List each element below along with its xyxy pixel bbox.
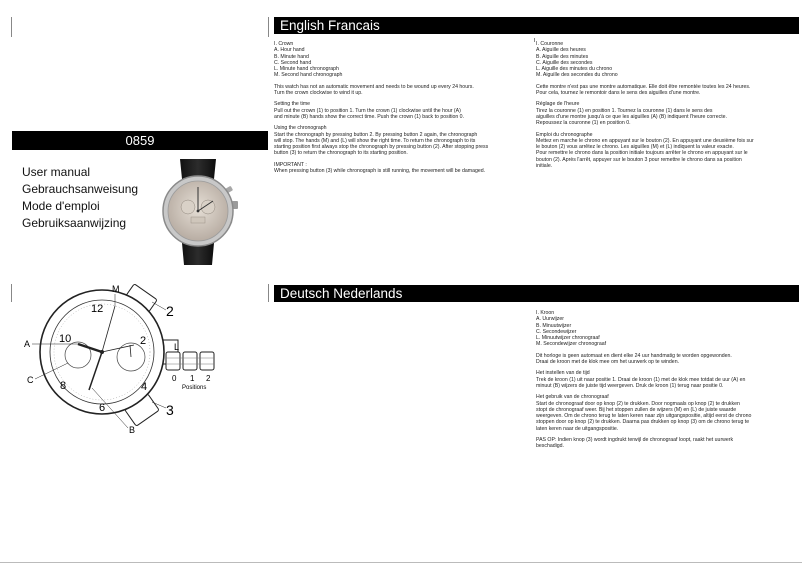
text-line: will stop. The hands (M) and (L) will show the right time. To return the chronograph to its: [274, 137, 476, 144]
crop-mark: [268, 17, 269, 37]
text-line: IMPORTANT :: [274, 161, 307, 168]
nederlands-setting-time: [536, 370, 796, 389]
section-title-bottom: Deutsch Nederlands: [274, 285, 799, 302]
manual-title: Gebruiksaanwijzing: [22, 216, 127, 230]
text-line: PAS OP: Indien knop (3) wordt ingdrukt terwijl de chronograaf loopt, raakt het uurwerk: [536, 437, 734, 444]
text-line: Het gebruik van de chronograaf: [536, 394, 609, 401]
english-setting-time: [274, 101, 529, 120]
dial-numeral-2: 2: [140, 335, 147, 347]
text-line: Using the chronograph: [274, 125, 327, 132]
english-column: [274, 41, 529, 179]
text-line: bouton (2). Après l'arrêt, appuyer sur le bouton 3 pour remettre le chrono dans sa position: [536, 156, 742, 163]
text-line: B. Aiguille des minutes: [536, 53, 589, 60]
crop-mark: [11, 17, 12, 37]
crop-mark: [11, 284, 12, 302]
text-line: C. Aiguille des secondes: [536, 59, 593, 66]
text-line: This watch has not an automatic movement and needs to be wound up every 24 hours.: [274, 83, 474, 90]
text-line: L. Aiguille des minutes du chrono: [536, 66, 613, 73]
text-line: Pull out the crown (1) to position 1. Turn the crown (1) clockwise until the hour (A): [274, 107, 461, 114]
text-line: button (3) to return the chronograph to its starting position.: [274, 150, 408, 157]
text-line: A. Hour hand: [274, 47, 305, 54]
label-c: C: [27, 375, 34, 385]
francais-chronograph: [536, 132, 796, 170]
text-line: initiale.: [536, 163, 553, 170]
crop-mark: [268, 284, 269, 302]
model-number: 0859: [12, 131, 268, 150]
nederlands-parts-list: [536, 310, 796, 348]
text-line: L. Minuutwijzer chronograaf: [536, 335, 600, 342]
text-line: aiguilles d'une montre jusqu'à ce que les aiguilles (A) (B) indiquent l'heure correcte.: [536, 113, 727, 120]
text-line: C. Secondewijzer: [536, 328, 577, 335]
nederlands-important: [536, 437, 796, 450]
text-line: starting position first always stop the chronograph by pressing button (2). After stopping press: [274, 144, 489, 151]
page-divider: [0, 562, 802, 563]
english-intro: [274, 84, 529, 97]
text-line: B. Minuutwijzer: [536, 322, 572, 329]
text-line: When pressing button (3) while chronograph is still running, the movement will be damaged.: [274, 168, 486, 175]
crown-position-2: 2: [206, 374, 211, 383]
text-line: le bouton (2) vous arrêtez le chrono. Les aiguilles (M) et (L) indiquent la valeur exacte.: [536, 144, 734, 151]
text-line: minuut (B) wijzers de juiste tijd weergeven. Druk de kroon (1) terug naar positie 0.: [536, 382, 724, 389]
label-button-3: 3: [166, 402, 174, 418]
text-line: Setting the time: [274, 101, 311, 108]
section-title-top: English Francais: [274, 17, 799, 34]
text-line: M. Aiguille des secondes du chrono: [536, 72, 618, 79]
text-line: Réglage de l'heure: [536, 101, 580, 108]
dial-numeral-8: 8: [60, 380, 67, 392]
text-line: stopt de chronograaf weer. Bij het stoppen zullen de wijzers (M) en (L) de juiste waarde: [536, 406, 737, 413]
text-line: Turn the crown clockwise to wind it up.: [274, 90, 363, 97]
label-button-2: 2: [166, 303, 174, 319]
nederlands-column: [536, 310, 796, 455]
text-line: C. Second hand: [274, 59, 312, 66]
manual-title: Mode d'emploi: [22, 199, 100, 213]
text-line: Trek de kroon (1) uit naar positie 1. Draai de kroon (1) met de klok mee totdat de uur (A) en: [536, 376, 746, 383]
text-line: Start de chronograaf door op knop (2) te drukken. Door nogmaals op knop (2) te drukken: [536, 400, 740, 407]
text-line: A. Aiguille des heures: [536, 47, 586, 54]
text-line: M. Secondewijzer chronograaf: [536, 341, 607, 348]
label-m: M: [112, 284, 120, 294]
text-line: Pour remettre le chrono dans la position initiale toujours arrêter le chrono en appuyant sur le: [536, 150, 748, 157]
text-line: Tirez la couronne (1) en position 1. Tournez la couronne (1) dans le sens des: [536, 107, 713, 114]
text-line: B. Minute hand: [274, 53, 309, 60]
crown-position-1: 1: [190, 374, 195, 383]
positions-label: Positions: [182, 385, 207, 391]
nederlands-intro: [536, 353, 796, 366]
text-line: Repoussez la couronne (1) en position 0.: [536, 120, 631, 127]
text-line: I. Couronne: [536, 41, 564, 47]
text-line: L. Minute hand chronograph: [274, 66, 339, 73]
text-line: and minute (B) hands show the correct time. Push the crown (1) back to position 0.: [274, 113, 465, 120]
dial-numeral-10: 10: [59, 333, 72, 345]
text-line: beschadigd.: [536, 443, 564, 450]
dial-numeral-4: 4: [141, 381, 148, 393]
manual-title: Gebrauchsanweisung: [22, 182, 139, 196]
text-line: Pour cela, tournez le remontoir dans le sens des aiguilles d'une montre.: [536, 90, 701, 97]
text-line: Mettez en marche le chrono en appuyant sur le bouton (2). En appuyant une deuxième fois sur: [536, 137, 754, 144]
english-parts-list: [274, 41, 529, 79]
fold-line: [534, 38, 535, 42]
crown-position-0: 0: [172, 374, 177, 383]
text-line: Emploi du chronographe: [536, 131, 593, 138]
francais-intro: [536, 84, 796, 97]
text-line: weergeven. Om de chrono terug te laten keren naar zijn uitgangspositie, altijd eerst de chrono: [536, 413, 752, 420]
manual-title: User manual: [22, 165, 91, 179]
watch-photo: [158, 157, 242, 267]
francais-column: [536, 41, 796, 174]
text-line: stoppen door op knop (2) te drukken. Daarna pas drukken op knop (3) om de chrono terug te: [536, 419, 750, 426]
text-line: laten keren naar de uitgangspositie.: [536, 425, 619, 432]
text-line: Draai de kroon met de klok mee om het uurwerk op te winden.: [536, 359, 680, 366]
text-line: Cette montre n'est pas une montre automatique. Elle doit être remontée toutes les 24 heures.: [536, 83, 751, 90]
manual-list: [22, 164, 138, 232]
label-a: A: [24, 339, 31, 349]
text-line: Dit horloge is geen automaat en dient elke 24 uur handmatig te worden opgewonden.: [536, 352, 732, 359]
text-line: A. Uurwijzer: [536, 316, 564, 323]
text-line: M. Second hand chronograph: [274, 72, 343, 79]
dial-numeral-12: 12: [91, 303, 104, 315]
francais-parts-list: [536, 41, 796, 79]
english-important: [274, 162, 529, 175]
watch-diagram: [18, 278, 240, 446]
text-line: I. Kroon: [536, 310, 555, 316]
francais-setting-time: [536, 101, 796, 126]
text-line: I. Crown: [274, 41, 294, 47]
nederlands-chronograph: [536, 394, 796, 432]
label-b: B: [129, 425, 136, 435]
dial-numeral-6: 6: [99, 402, 106, 414]
english-chronograph: [274, 125, 529, 156]
text-line: Het instellen van de tijd: [536, 370, 590, 377]
text-line: Start the chronograph by pressing button 2. By pressing button 2 again, the chronograph: [274, 131, 478, 138]
label-l: L: [174, 342, 180, 352]
